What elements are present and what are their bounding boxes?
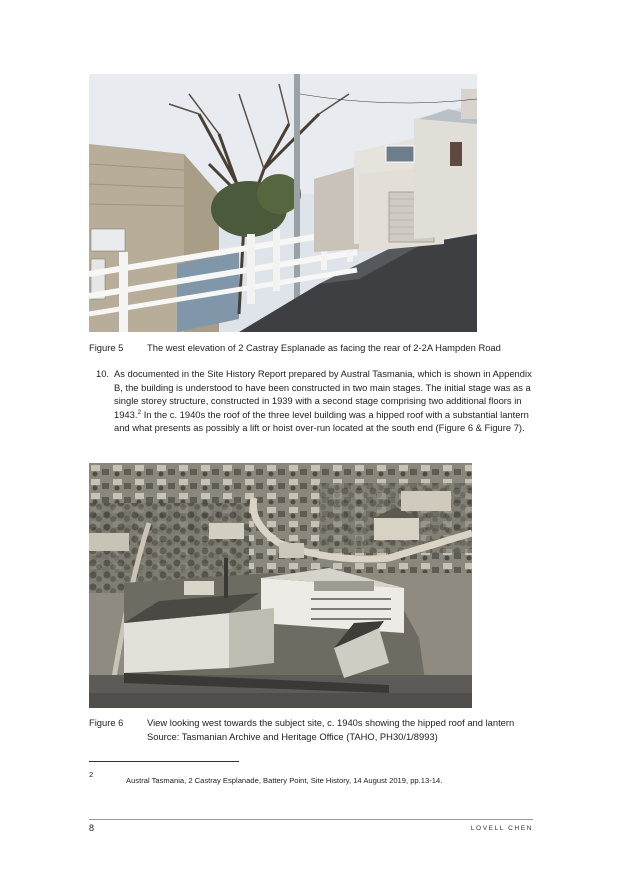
figure-6-photo bbox=[89, 463, 472, 708]
footnote-divider bbox=[89, 761, 239, 762]
figure-6-caption-line-2: Source: Tasmanian Archive and Heritage Office (TAHO, PH30/1/8993) bbox=[147, 731, 438, 742]
paragraph-text-part-1: As documented in the Site History Report prepared by Austral Tasmania, which is shown in Appendix B, the building is understood to have been constructed in two main stages. The initial stage was as a single storey structure, constructed in 1939 with a second stage comprising two additional floors in 1943. bbox=[114, 368, 532, 420]
footnote-number: 2 bbox=[89, 770, 94, 779]
paragraph-text bbox=[114, 367, 534, 435]
paragraph-text-part-2: In the c. 1940s the roof of the three level building was a hipped roof with a substantial lantern and what presents as possibly a lift or hoist over-run located at the south end (Figure 6 & Figure 7). bbox=[114, 408, 529, 434]
footnote-text: Austral Tasmania, 2 Castray Esplanade, Battery Point, Site History, 14 August 2019, pp.13-14. bbox=[126, 776, 443, 785]
brand-wordmark: LOVELL CHEN bbox=[470, 825, 533, 832]
page-number: 8 bbox=[89, 823, 95, 833]
footer-divider bbox=[89, 819, 533, 820]
figure-6-caption bbox=[89, 716, 539, 744]
figure-5-caption-text: The west elevation of 2 Castray Esplanade as facing the rear of 2-2A Hampden Road bbox=[147, 342, 501, 353]
figure-5-caption bbox=[89, 341, 539, 355]
figure-6-caption-line-1: View looking west towards the subject site, c. 1940s showing the hipped roof and lantern bbox=[147, 717, 515, 728]
paragraph-number: 10. bbox=[96, 368, 110, 379]
figure-6-number: Figure 6 bbox=[89, 717, 124, 728]
figure-5-number: Figure 5 bbox=[89, 342, 124, 353]
footnote-reference: 2 bbox=[137, 408, 142, 416]
figure-5-photo bbox=[89, 74, 477, 332]
